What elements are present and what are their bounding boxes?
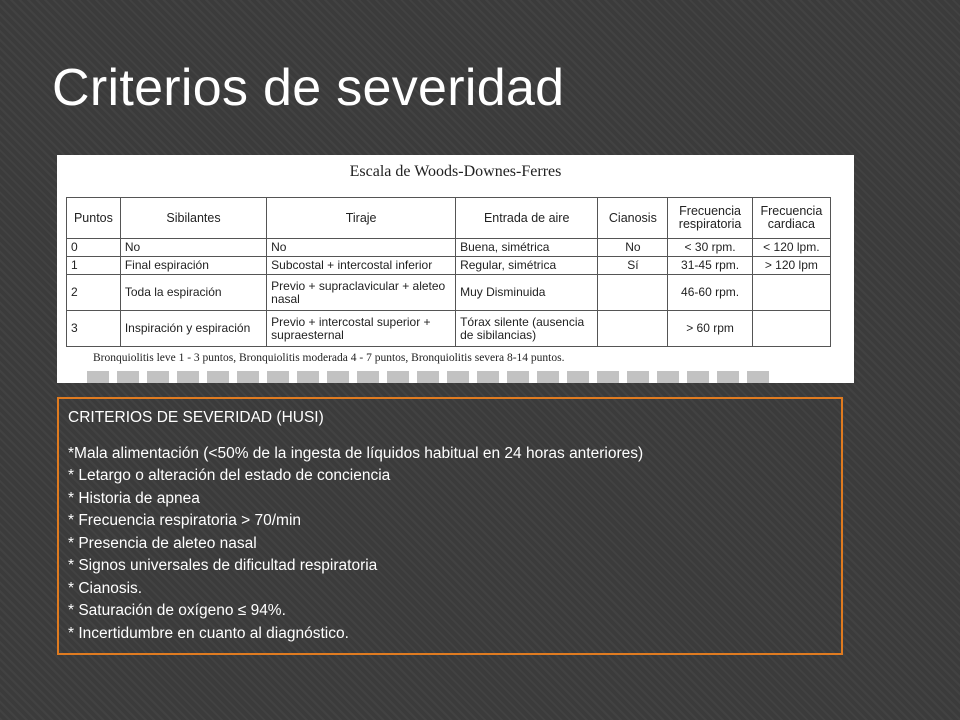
- woods-downes-ferres-table-image: [57, 155, 854, 383]
- table-cell: No: [267, 239, 456, 257]
- header-frecuencia-respiratoria: Frecuencia respiratoria: [668, 198, 752, 239]
- scale-title: Escala de Woods-Downes-Ferres: [349, 163, 562, 180]
- table-cell: [598, 275, 668, 311]
- table-cell: No: [120, 239, 266, 257]
- header-cianosis: Cianosis: [598, 198, 668, 239]
- criteria-box: [57, 397, 843, 655]
- table-row: [67, 239, 831, 257]
- header-entrada-aire: Entrada de aire: [456, 198, 598, 239]
- criteria-item: * Historia de apnea: [68, 489, 200, 507]
- table-cell: Sí: [598, 257, 668, 275]
- severity-scale-table: [66, 197, 831, 347]
- table-row: [67, 275, 831, 311]
- table-cell: 0: [67, 239, 121, 257]
- criteria-item: * Presencia de aleteo nasal: [68, 534, 257, 552]
- table-cell: Muy Disminuida: [456, 275, 598, 311]
- table-cell: Final espiración: [120, 257, 266, 275]
- table-row: [67, 257, 831, 275]
- table-cell: 2: [67, 275, 121, 311]
- criteria-item: * Incertidumbre en cuanto al diagnóstico.: [68, 624, 349, 642]
- table-cell: [752, 275, 830, 311]
- table-cell: Subcostal + intercostal inferior: [267, 257, 456, 275]
- criteria-item: * Letargo o alteración del estado de conciencia: [68, 467, 391, 484]
- table-cell: 46-60 rpm.: [668, 275, 752, 311]
- table-cell: Previo + intercostal superior + supraesternal: [267, 311, 456, 347]
- table-cell: 31-45 rpm.: [668, 257, 752, 275]
- criteria-item: *Mala alimentación (<50% de la ingesta de líquidos habitual en 24 horas anteriores): [68, 444, 644, 462]
- header-puntos: Puntos: [67, 198, 121, 239]
- table-cell: > 60 rpm: [668, 311, 752, 347]
- header-sibilantes: Sibilantes: [120, 198, 266, 239]
- table-cell: > 120 lpm: [752, 257, 830, 275]
- table-cell: Toda la espiración: [120, 275, 266, 311]
- table-cell: 1: [67, 257, 121, 275]
- criteria-item: * Signos universales de dificultad respiratoria: [68, 557, 378, 574]
- criteria-item: * Frecuencia respiratoria > 70/min: [68, 512, 302, 529]
- table-cell: Regular, simétrica: [456, 257, 598, 275]
- table-header-row: [67, 198, 831, 239]
- table-cell: [752, 311, 830, 347]
- table-cell: 3: [67, 311, 121, 347]
- criteria-item: * Cianosis.: [68, 579, 143, 597]
- table-cell: < 120 lpm.: [752, 239, 830, 257]
- table-footnote: Bronquiolitis leve 1 - 3 puntos, Bronquiolitis moderada 4 - 7 puntos, Bronquiolitis severa 8-14 puntos.: [93, 352, 565, 364]
- cropped-text-line: [87, 371, 777, 383]
- table-cell: Buena, simétrica: [456, 239, 598, 257]
- table-cell: < 30 rpm.: [668, 239, 752, 257]
- table-cell: Tórax silente (ausencia de sibilancias): [456, 311, 598, 347]
- table-cell: [598, 311, 668, 347]
- table-cell: Previo + supraclavicular + aleteo nasal: [267, 275, 456, 311]
- header-frecuencia-cardiaca: Frecuencia cardiaca: [752, 198, 830, 239]
- slide-title: Criterios de severidad: [52, 59, 565, 117]
- criteria-item: * Saturación de oxígeno ≤ 94%.: [68, 602, 286, 619]
- table-cell: No: [598, 239, 668, 257]
- table-cell: Inspiración y espiración: [120, 311, 266, 347]
- header-tiraje: Tiraje: [267, 198, 456, 239]
- criteria-heading: CRITERIOS DE SEVERIDAD (HUSI): [68, 409, 324, 426]
- table-row: [67, 311, 831, 347]
